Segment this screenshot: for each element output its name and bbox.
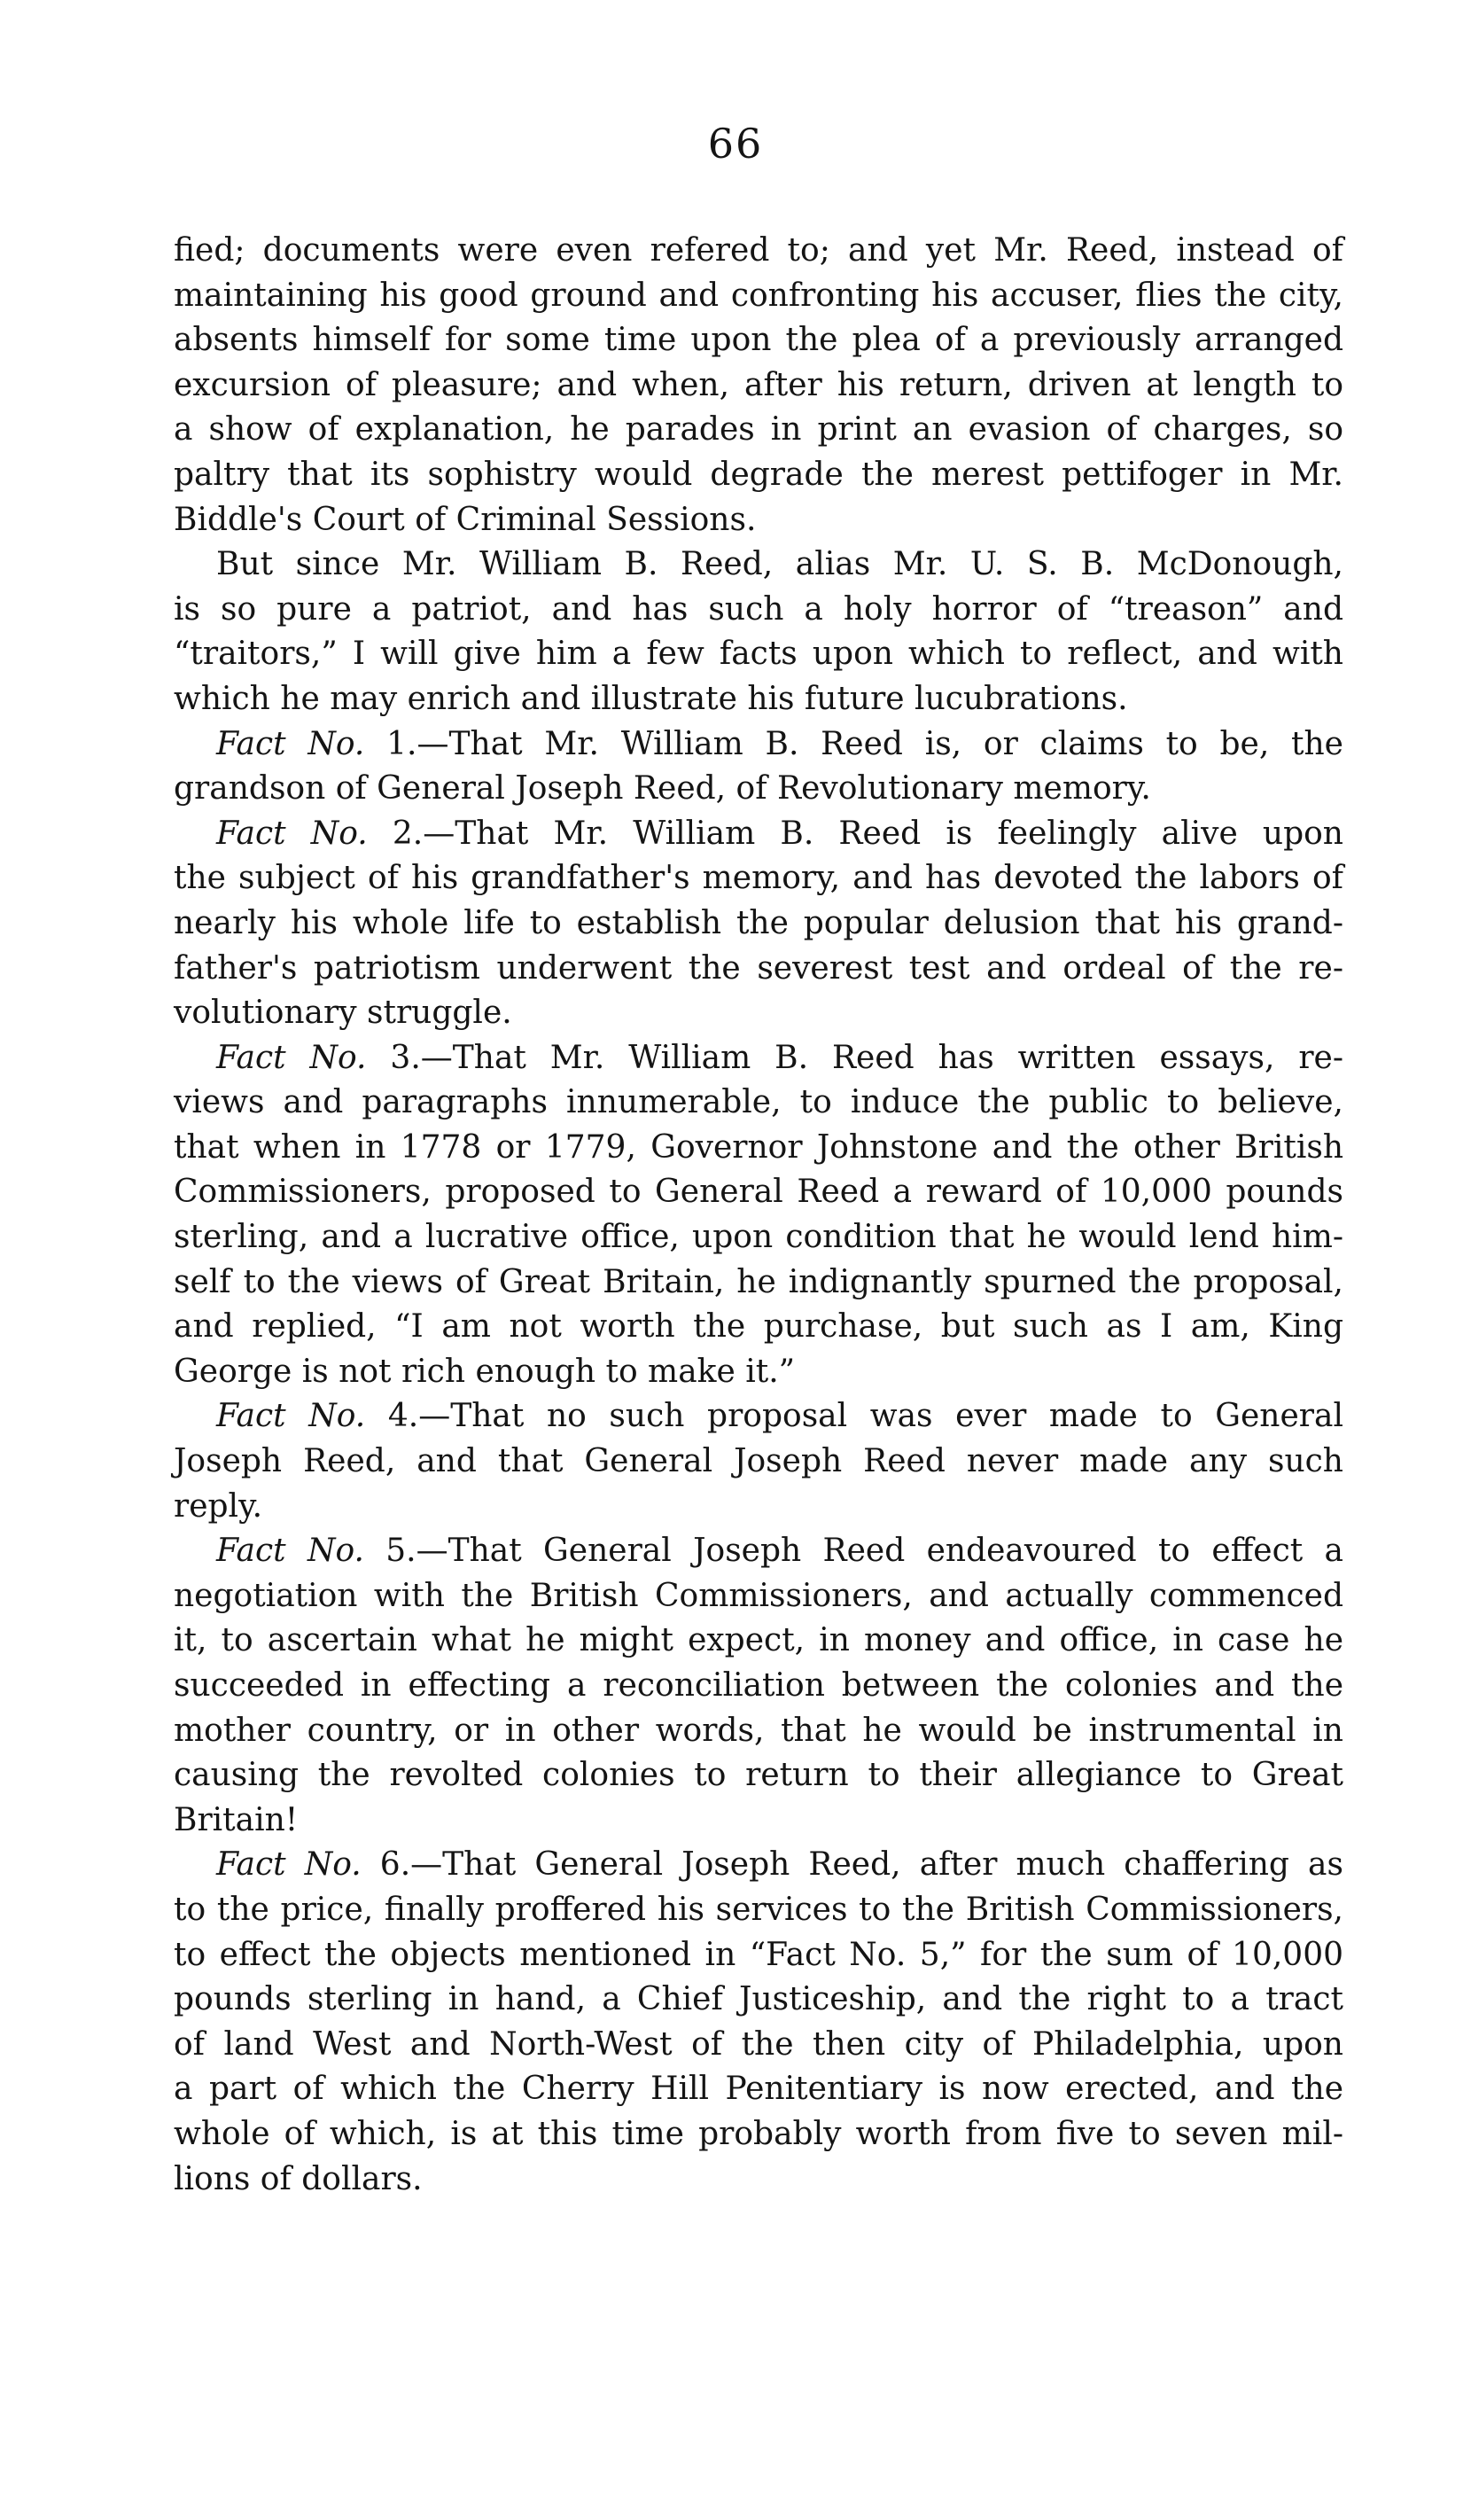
text-line (174, 1215, 1343, 1260)
fact-line (174, 1843, 1343, 1888)
line-text: “traitors,” I will give him a few facts upon which to reflect, and with (174, 636, 1343, 673)
text-line (174, 2067, 1343, 2112)
text-line (174, 363, 1343, 409)
text-line (174, 1439, 1343, 1485)
line-text: negotiation with the British Commissioners, and actually commenced (174, 1577, 1343, 1614)
line-text: views and paragraphs innumerable, to induce the public to believe, (174, 1084, 1343, 1121)
fact-label: Fact No. (216, 725, 365, 762)
text-line (174, 2112, 1343, 2157)
line-text: Commissioners, proposed to General Reed a reward of 10,000 pounds (174, 1174, 1343, 1211)
text-line (174, 677, 1343, 722)
line-text: 1.—That Mr. William B. Reed is, or claims to be, the (386, 725, 1343, 762)
text-line (174, 1485, 1343, 1530)
line-text: 4.—That no such proposal was ever made to General (387, 1398, 1343, 1435)
line-text: a show of explanation, he parades in print an evasion of charges, so (174, 411, 1343, 449)
fact-line (174, 1529, 1343, 1574)
line-text: causing the revolted colonies to return to their allegiance to Great (174, 1757, 1343, 1794)
fact-line (174, 1394, 1343, 1439)
line-text: absents himself for some time upon the plea of a previously arranged (174, 322, 1343, 359)
line-text: Joseph Reed, and that General Joseph Reed never made any such (174, 1443, 1343, 1480)
fact-label: Fact No. (216, 815, 368, 852)
text-line (174, 1126, 1343, 1171)
line-text: to effect the objects mentioned in “Fact No. 5,” for the sum of 10,000 (174, 1936, 1343, 1973)
text-line (174, 1081, 1343, 1126)
line-text: 5.—That General Joseph Reed endeavoured to effect a (385, 1533, 1343, 1570)
line-text: George is not rich enough to make it.” (174, 1353, 796, 1390)
fact-label: Fact No. (216, 1039, 367, 1076)
text-line (174, 856, 1343, 901)
line-text: 3.—That Mr. William B. Reed has written essays, re- (390, 1039, 1344, 1076)
text-line (174, 1574, 1343, 1619)
line-text: excursion of pleasure; and when, after his return, driven at length to (174, 366, 1343, 403)
line-text: 6.—That General Joseph Reed, after much chaffering as (379, 1846, 1343, 1884)
text-line (174, 1978, 1343, 2023)
text-line (174, 947, 1343, 992)
line-text: fied; documents were even refered to; and yet Mr. Reed, instead of (174, 232, 1343, 269)
line-text: which he may enrich and illustrate his future lucubrations. (174, 680, 1128, 717)
text-line (174, 2157, 1343, 2203)
line-text: a part of which the Cherry Hill Penitentiary is now erected, and the (174, 2071, 1343, 2108)
fact-line (174, 1036, 1343, 1081)
fact-label: Fact No. (216, 1398, 366, 1435)
fact-line (174, 812, 1343, 857)
text-line (174, 1888, 1343, 1933)
text-line (174, 318, 1343, 363)
line-text: 2.—That Mr. William B. Reed is feelingly alive upon (392, 815, 1343, 852)
line-text: paltry that its sophistry would degrade the merest pettifoger in Mr. (174, 456, 1343, 493)
text-line (174, 1260, 1343, 1306)
line-text: that when in 1778 or 1779, Governor Johnstone and the other British (174, 1128, 1343, 1166)
line-text: Biddle's Court of Criminal Sessions. (174, 501, 757, 538)
text-line (174, 1753, 1343, 1798)
text-line (174, 901, 1343, 947)
text-line (174, 542, 1343, 588)
line-text: to the price, finally proffered his services to the British Commissioners, (174, 1891, 1343, 1928)
text-line (174, 1305, 1343, 1350)
line-text: of land West and North-West of the then city of Philadelphia, upon (174, 2025, 1343, 2063)
line-text: and replied, “I am not worth the purchase, but such as I am, King (174, 1308, 1343, 1346)
text-line (174, 1350, 1343, 1395)
text-line (174, 632, 1343, 677)
line-text: volutionary struggle. (174, 995, 512, 1032)
text-line (174, 229, 1343, 274)
line-text: mother country, or in other words, that he would be instrumental in (174, 1712, 1343, 1749)
line-text: reply. (174, 1487, 263, 1525)
line-text: succeeded in effecting a reconciliation between the colonies and the (174, 1667, 1343, 1704)
line-text: maintaining his good ground and confronting his accuser, flies the city, (174, 277, 1343, 314)
body-text (174, 229, 1343, 2202)
text-line (174, 1709, 1343, 1754)
fact-label: Fact No. (216, 1846, 362, 1884)
text-line (174, 1664, 1343, 1709)
line-text: is so pure a patriot, and has such a holy horror of “treason” and (174, 590, 1343, 628)
text-line (174, 1933, 1343, 1978)
line-text: the subject of his grandfather's memory, and has devoted the labors of (174, 860, 1343, 897)
line-text: sterling, and a lucrative office, upon condition that he would lend him- (174, 1219, 1343, 1256)
text-line (174, 1170, 1343, 1215)
fact-line (174, 722, 1343, 768)
line-text: it, to ascertain what he might expect, in money and office, in case he (174, 1622, 1343, 1659)
line-text: lions of dollars. (174, 2160, 423, 2197)
line-text: father's patriotism underwent the severest test and ordeal of the re- (174, 949, 1343, 987)
text-line (174, 767, 1343, 812)
line-text: grandson of General Joseph Reed, of Revolutionary memory. (174, 770, 1151, 807)
line-text: pounds sterling in hand, a Chief Justiceship, and the right to a tract (174, 1981, 1343, 2018)
line-text: whole of which, is at this time probably worth from five to seven mil- (174, 2115, 1343, 2152)
text-line (174, 1798, 1343, 1844)
text-line (174, 588, 1343, 633)
text-line (174, 1619, 1343, 1664)
text-line (174, 2023, 1343, 2068)
line-text: nearly his whole life to establish the popular delusion that his grand- (174, 904, 1343, 941)
text-line (174, 453, 1343, 498)
line-text: But since Mr. William B. Reed, alias Mr. U. S. B. McDonough, (216, 546, 1343, 583)
text-line (174, 991, 1343, 1036)
text-line (174, 498, 1343, 543)
line-text: self to the views of Great Britain, he indignantly spurned the proposal, (174, 1263, 1343, 1300)
text-line (174, 274, 1343, 319)
page-number: 66 (707, 120, 764, 168)
text-line (174, 408, 1343, 453)
fact-label: Fact No. (216, 1533, 364, 1570)
line-text: Britain! (174, 1801, 299, 1838)
